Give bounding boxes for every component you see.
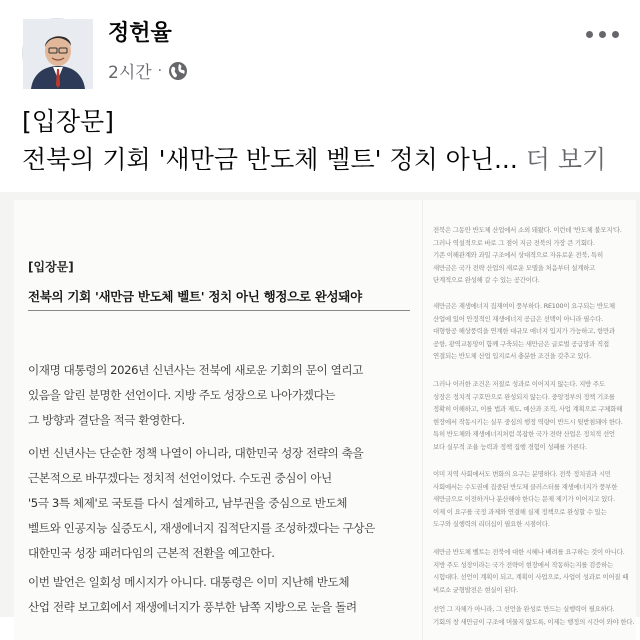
more-options-icon [586, 31, 593, 38]
post-image-document[interactable] [0, 192, 640, 626]
document-paragraph-3: 이번 발언은 일회성 메시지가 아니다. 대통령은 이미 지난해 반도체 산업 전략 보고회에서 재생에너지가 풍부한 남쪽 지방으로 눈을 돌려 [28, 575, 357, 614]
document-right-paragraph-3: 그러나 이러한 조건은 저절로 성과로 이어지지 않는다. 지방 주도 성장은 정치적 구호만으로 완성되지 않는다. 중앙정부의 정책 기조를 정확히 이해하고, 이를 법과 제도, 예산과 조직, 사업 계획으로 구체화해 현장에서 작동시키는 실무 중심의 행정 역량이 반드시 뒷받침돼야 한다. 특히 반도체와 재생에너지처럼 복잡한 국가 전략 산업은 정치적 선언 보다 실무적 조율 능력과 정책 집행 경험이 성패를 가른다. [433, 380, 623, 451]
avatar-portrait-icon [23, 19, 93, 89]
post-text-preview: 전북의 기회 '새만금 반도체 벨트' 정치 아닌... [22, 145, 518, 174]
document-title: 전북의 기회 '새만금 반도체 벨트' 정치 아닌 행정으로 완성돼야 [28, 289, 362, 304]
document-right-paragraph-4: 이미 지역 사회에서도 변화의 요구는 분명하다. 전북 정치권과 시민 사회에서는 수도권에 집중된 반도체 클러스터를 재생에너지가 풍부한 새만금으로 이전하거나 분산해야 한다는 문제 제기가 이어지고 있다. 이제 이 요구를 국정 과제와 연결해 실제 정책으로 완성할 수 있는 도구와 실행력의 리더십이 필요한 시점이다. [433, 470, 618, 529]
document-page-left [14, 200, 422, 640]
document-right-paragraph-1: 전북은 그동안 반도체 산업에서 소외 돼왔다. 이런데 '반도체 불모지'다. 그러나 역설적으로 바로 그 점이 지금 전북의 가장 큰 기회다. 기존 이해관계와 과밀 구조에서 상대적으로 자유로운 전북, 특히 새만금은 국가 전략 산업의 새로운 모델을 처음부터 설계하고 단계적으로 완성해 갈 수 있는 공간이다. [433, 226, 622, 285]
document-page-right [422, 200, 636, 640]
post-text-line-1: [입장문] [22, 107, 114, 136]
more-options-button[interactable] [580, 24, 624, 44]
post-time[interactable]: 2시간 [108, 63, 152, 83]
globe-icon[interactable] [168, 61, 188, 81]
document-right-paragraph-5: 새만금 반도체 벨트는 전북에 대한 시혜나 배려를 요구하는 것이 아니다. 지방 주도 성장이라는 국가 전략이 현장에서 작동하는지를 검증하는 시험대다. 선언이 계획이 되고, 계획이 사업으로, 사업이 성과로 이어질 때 비로소 균형발전은 현실이 된다. [433, 548, 629, 594]
post-text-line-2 [22, 141, 622, 179]
document-label: [입장문] [28, 260, 74, 274]
document-right-paragraph-6: 선언 그 자체가 아니라, 그 선언을 완성로 만드는 실행력이 필요하다. 기회의 창 새만금이 구조에 머물지 않도록, 이제는 행정의 시간이 와야 한다. [433, 605, 635, 626]
document-paragraph-2: 이번 신년사는 단순한 정책 나열이 아니라, 대한민국 성장 전략의 축을 근본적으로 바꾸겠다는 정치적 선언이었다. 수도권 중심이 아닌 '5극 3특 체제'로 국토를 다시 설계하고, 남부권을 중심으로 반도체 벨트와 인공지능 실증도시, 재생에너지 집적단지를 조성하겠다는 구상은 대한민국 성장 패러다임의 근본적 전환을 예고한다. [28, 446, 375, 560]
author-name[interactable]: 정헌율 [108, 21, 172, 46]
document-paragraph-1: 이재명 대통령의 2026년 신년사는 전북에 새로운 기회의 문이 열리고 있음을 알린 분명한 선언이다. 지방 주도 성장으로 나아가겠다는 그 방향과 결단을 적극 환영한다. [28, 363, 363, 427]
see-more-link[interactable]: 더 보기 [525, 145, 607, 174]
post-header [0, 0, 640, 100]
avatar[interactable] [22, 18, 92, 88]
post-meta [108, 58, 188, 83]
document-title-rule [28, 310, 410, 311]
document-right-paragraph-2: 새만금은 재생에너지 집재여이 풍부하다. RE100이 요구되는 반도체 산업에 있어 안정적인 재생에너지 공급은 선택이 아니라 필수다. 대형항공 해상풍력을 연계한 대규모 에너지 입지가 가능하고, 항만과 공항, 광역교통망이 함께 구축되는 새만금은 글로벌 공급망과 직접 연결되는 반도체 산업 입지로서 충분한 조건을 갖추고 있다. [433, 302, 615, 361]
meta-separator: · [157, 62, 163, 79]
post-text [22, 103, 622, 179]
